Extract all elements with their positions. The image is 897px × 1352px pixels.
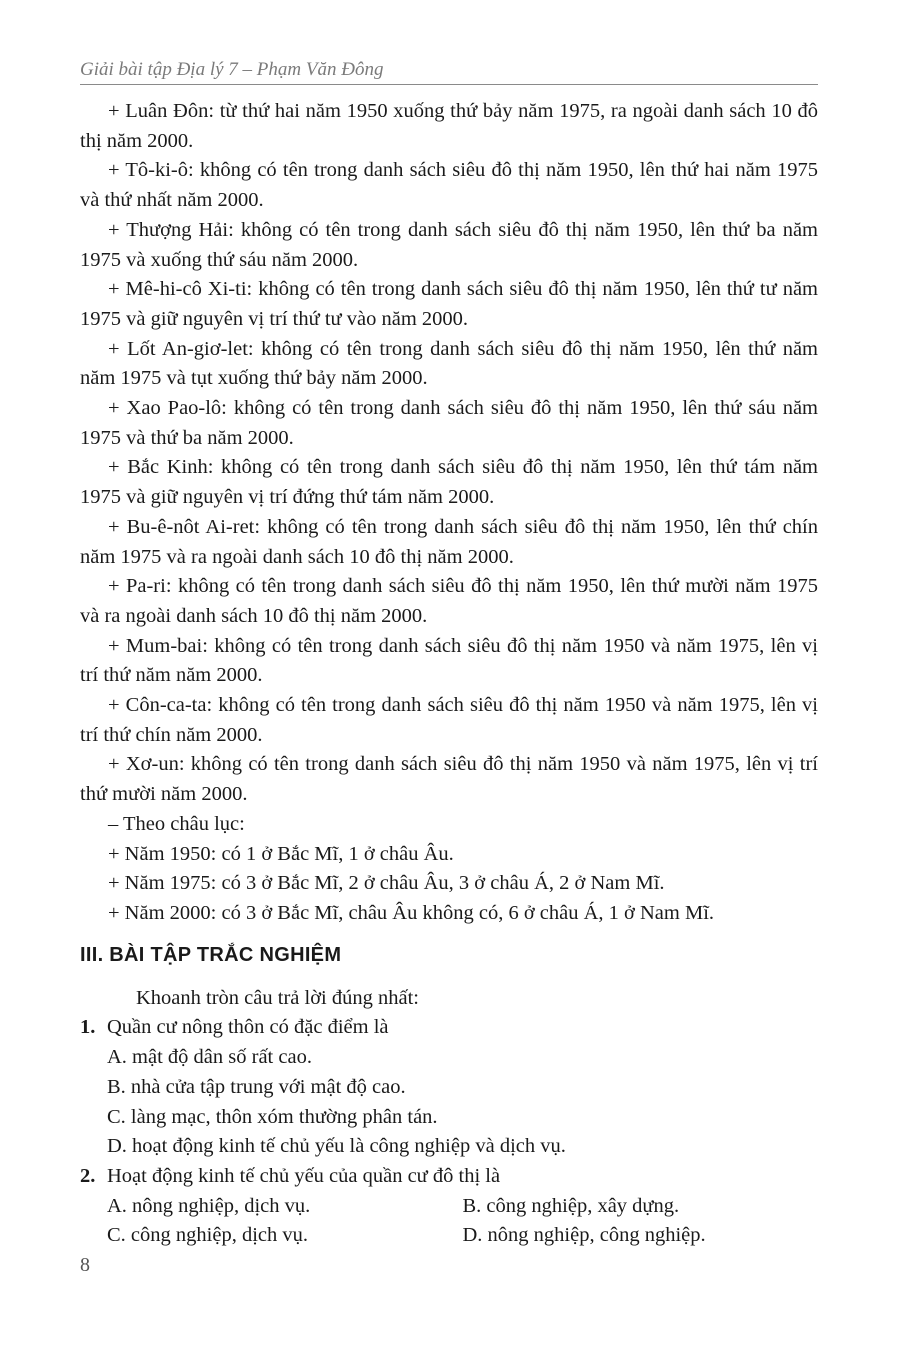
paragraph-by-continent: – Theo châu lục: <box>108 812 245 835</box>
q1-option-b: B. nhà cửa tập trung với mật độ cao. <box>107 1075 406 1098</box>
paragraph-year-1950: + Năm 1950: có 1 ở Bắc Mĩ, 1 ở châu Âu. <box>108 842 454 865</box>
q1-option-d: D. hoạt động kinh tế chủ yếu là công nghiệp và dịch vụ. <box>107 1135 566 1158</box>
paragraph-london: + Luân Đôn: từ thứ hai năm 1950 xuống thứ bảy năm 1975, ra ngoài danh sách 10 đô thị năm 2000. <box>80 100 818 152</box>
question-number: 1. <box>80 1016 96 1039</box>
paragraph-kolkata: + Côn-ca-ta: không có tên trong danh sách siêu đô thị năm 1950 và năm 1975, lên vị trí thứ chín năm 2000. <box>80 694 818 746</box>
paragraph-sao-paulo: + Xao Pao-lô: không có tên trong danh sách siêu đô thị năm 1950, lên thứ sáu năm 1975 và thứ ba năm 2000. <box>80 397 818 449</box>
section-heading: III. BÀI TẬP TRẮC NGHIỆM <box>80 943 342 966</box>
paragraph-buenos-aires: + Bu-ê-nôt Ai-ret: không có tên trong danh sách siêu đô thị năm 1950, lên thứ chín năm 1975 và ra ngoài danh sách 10 đô thị năm 2000. <box>80 515 818 568</box>
q2-option-a: A. nông nghiệp, dịch vụ. <box>107 1194 311 1217</box>
question-1 <box>80 1013 818 1043</box>
q2-options-row-1 <box>80 1192 818 1222</box>
paragraph-paris: + Pa-ri: không có tên trong danh sách siêu đô thị năm 1950, lên thứ mười năm 1975 và ra ngoài danh sách 10 đô thị năm 2000. <box>80 575 818 627</box>
paragraph-mexico-city: + Mê-hi-cô Xi-ti: không có tên trong danh sách siêu đô thị năm 1950, lên thứ tư năm 1975 và giữ nguyên vị trí thứ tư vào năm 2000. <box>80 278 818 330</box>
q1-option-c: C. làng mạc, thôn xóm thường phân tán. <box>107 1105 438 1128</box>
q1-option-a: A. mật độ dân số rất cao. <box>107 1046 312 1069</box>
question-text: Hoạt động kinh tế chủ yếu của quần cư đô thị là <box>107 1164 501 1187</box>
page-header <box>80 58 818 85</box>
paragraph-shanghai: + Thượng Hải: không có tên trong danh sách siêu đô thị năm 1950, lên thứ ba năm 1975 và xuống thứ sáu năm 2000. <box>80 218 818 271</box>
header-title: Giải bài tập Địa lý 7 – Phạm Văn Đông <box>80 59 384 80</box>
paragraph-year-1975: + Năm 1975: có 3 ở Bắc Mĩ, 2 ở châu Âu, 3 ở châu Á, 2 ở Nam Mĩ. <box>108 872 665 895</box>
question-text: Quần cư nông thôn có đặc điểm là <box>107 1016 389 1039</box>
q2-option-b: B. công nghiệp, xây dựng. <box>462 1194 680 1217</box>
page-number: 8 <box>80 1254 90 1276</box>
page-content <box>80 97 818 1251</box>
paragraph-tokyo: + Tô-ki-ô: không có tên trong danh sách siêu đô thị năm 1950, lên thứ hai năm 1975 và thứ nhất năm 2000. <box>80 159 818 212</box>
paragraph-seoul: + Xơ-un: không có tên trong danh sách siêu đô thị năm 1950 và năm 1975, lên vị trí thứ mười năm 2000. <box>80 753 818 806</box>
paragraph-mumbai: + Mum-bai: không có tên trong danh sách siêu đô thị năm 1950 và năm 1975, lên vị trí thứ năm năm 2000. <box>80 634 818 687</box>
q2-option-d: D. nông nghiệp, công nghiệp. <box>462 1224 706 1247</box>
question-number: 2. <box>80 1164 96 1187</box>
paragraph-beijing: + Bắc Kinh: không có tên trong danh sách siêu đô thị năm 1950, lên thứ tám năm 1975 và giữ nguyên vị trí đứng thứ tám năm 2000. <box>80 456 818 509</box>
q2-options-row-2 <box>80 1221 818 1251</box>
q2-option-c: C. công nghiệp, dịch vụ. <box>107 1224 308 1247</box>
section-intro: Khoanh tròn câu trả lời đúng nhất: <box>136 986 419 1009</box>
question-2 <box>80 1162 818 1192</box>
paragraph-year-2000: + Năm 2000: có 3 ở Bắc Mĩ, châu Âu không có, 6 ở châu Á, 1 ở Nam Mĩ. <box>108 901 715 924</box>
paragraph-los-angeles: + Lốt An-giơ-let: không có tên trong danh sách siêu đô thị năm 1950, lên thứ năm năm 1975 và tụt xuống thứ bảy năm 2000. <box>80 337 818 390</box>
